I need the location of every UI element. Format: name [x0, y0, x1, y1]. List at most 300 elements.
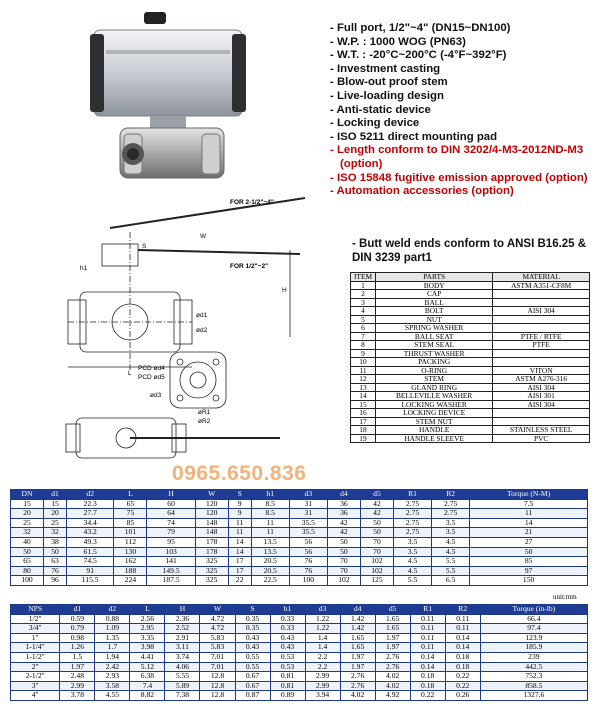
feature-item: - W.T. : -20°C~200°C (-4°F~392°F) [330, 49, 507, 62]
parts-table [350, 272, 590, 443]
dim-cell: 13.5 [251, 547, 289, 557]
parts-row [351, 281, 590, 290]
feature-item: - Anti-static device [330, 103, 431, 116]
dim-cell: 4" [11, 691, 60, 701]
dim-cell: 36 [327, 509, 360, 519]
dim-row [11, 652, 588, 662]
dim-cell: 150 [470, 576, 588, 586]
dim-cell: 1.65 [375, 614, 410, 624]
dim-header: h1 [270, 605, 305, 615]
dim-cell: 5.55 [165, 672, 200, 682]
dim-cell: 1.7 [95, 643, 130, 653]
parts-row [351, 434, 590, 443]
dim-row [11, 672, 588, 682]
dim-cell: 75 [114, 509, 147, 519]
dim-cell: 79 [147, 528, 195, 538]
feature-item: - W.P. : 1000 WOG (PN63) [330, 35, 466, 48]
parts-cell: AISI 301 [493, 392, 590, 401]
dim-cell: 0.14 [410, 652, 445, 662]
feature-item-option: - ISO 15848 fugitive emission approved (option) [330, 171, 588, 184]
dim-cell: 85 [114, 518, 147, 528]
dim-cell: 42 [360, 499, 393, 509]
dim-cell: 178 [195, 537, 228, 547]
dim-cell: 0.18 [445, 652, 480, 662]
dim-cell: 32 [11, 528, 44, 538]
parts-cell: PTFE [493, 341, 590, 350]
dim-cell: 80 [11, 566, 44, 576]
dim-cell: 0.22 [410, 691, 445, 701]
dim-row [11, 643, 588, 653]
parts-cell: VITON [493, 366, 590, 375]
dim-cell: 1.97 [375, 643, 410, 653]
dim-cell: 70 [327, 557, 360, 567]
dim-cell: 3.74 [165, 652, 200, 662]
dim-cell: 4.92 [375, 691, 410, 701]
parts-cell: 18 [351, 426, 376, 435]
dim-row [11, 547, 588, 557]
dim-cell: 4.41 [130, 652, 165, 662]
feature-item: - Live-loading design [330, 89, 444, 102]
dim-cell: 1.97 [60, 662, 95, 672]
butt-weld-note: - Butt weld ends conform to ANSI B16.25 & DIN 3239 part1 [352, 238, 587, 264]
dim-cell: 1.94 [95, 652, 130, 662]
dim-header: d3 [289, 490, 327, 500]
dim-header: d5 [360, 490, 393, 500]
dim-cell: 752.3 [480, 672, 587, 682]
dim-cell: 12.8 [200, 672, 235, 682]
dim-cell: 0.43 [235, 643, 270, 653]
dim-cell: 6.5 [432, 576, 470, 586]
dim-cell: 4.5 [432, 537, 470, 547]
dim-cell: 2.76 [340, 672, 375, 682]
dim-row [11, 624, 588, 634]
dim-cell: 141 [147, 557, 195, 567]
parts-cell: 16 [351, 409, 376, 418]
parts-cell: 12 [351, 375, 376, 384]
dim-cell: 31 [289, 509, 327, 519]
parts-row [351, 307, 590, 316]
dim-cell: 50 [44, 547, 67, 557]
dim-header: NPS [11, 605, 60, 615]
dim-header: Torque (in-lb) [480, 605, 587, 615]
dim-cell: 12.8 [200, 691, 235, 701]
dim-cell: 5.12 [130, 662, 165, 672]
dim-cell: 66.4 [480, 614, 587, 624]
dim-cell: 70 [360, 537, 393, 547]
dim-cell: 0.14 [445, 643, 480, 653]
dim-cell: 4.02 [375, 672, 410, 682]
dim-cell: 15 [11, 499, 44, 509]
dim-cell: 11 [228, 528, 251, 538]
parts-cell [493, 409, 590, 418]
imperial-dimension-table [10, 604, 588, 701]
dim-header: d4 [340, 605, 375, 615]
parts-cell: SPRING WASHER [376, 324, 493, 333]
dim-cell: 91 [66, 566, 114, 576]
dim-cell: 7.01 [200, 652, 235, 662]
parts-cell: GLAND RING [376, 383, 493, 392]
dim-cell: 20.5 [251, 566, 289, 576]
dim-cell: 8.5 [251, 499, 289, 509]
dim-cell: 96 [44, 576, 67, 586]
dim-cell: 97 [470, 566, 588, 576]
dim-cell: 1.26 [60, 643, 95, 653]
dim-cell: 1.4 [305, 643, 340, 653]
parts-cell: AISI 304 [493, 400, 590, 409]
dim-cell: 162 [114, 557, 147, 567]
parts-header: PARTS [376, 273, 493, 282]
dim-cell: 70 [327, 566, 360, 576]
dim-cell: 61.5 [66, 547, 114, 557]
dim-cell: 2.2 [305, 652, 340, 662]
dim-cell: 2.52 [165, 624, 200, 634]
dim-cell: 22.5 [251, 576, 289, 586]
dim-header: H [165, 605, 200, 615]
dim-header: H [147, 490, 195, 500]
dim-cell: 239 [480, 652, 587, 662]
dim-cell: 1.35 [95, 633, 130, 643]
metric-dimension-table [10, 489, 588, 586]
dim-cell: 1.97 [340, 652, 375, 662]
dim-cell: 4.5 [432, 547, 470, 557]
dim-cell: 1.65 [375, 624, 410, 634]
feature-item: - Locking device [330, 117, 420, 130]
dim-cell: 0.89 [270, 691, 305, 701]
dim-cell: 1.42 [340, 614, 375, 624]
parts-cell: 2 [351, 290, 376, 299]
dim-cell: 0.55 [235, 652, 270, 662]
dim-cell: 0.14 [410, 662, 445, 672]
parts-row [351, 290, 590, 299]
label-h1: h1 [80, 265, 88, 272]
dim-cell: 42 [327, 518, 360, 528]
dim-cell: 50 [360, 528, 393, 538]
dim-cell: 2.76 [375, 662, 410, 672]
dim-cell: 21 [470, 528, 588, 538]
dim-cell: 3.5 [432, 528, 470, 538]
dim-header: L [130, 605, 165, 615]
dim-cell: 0.53 [270, 652, 305, 662]
dim-cell: 2.2 [305, 662, 340, 672]
label-w: W [200, 233, 207, 240]
dim-header: h1 [251, 490, 289, 500]
dim-row [11, 557, 588, 567]
feature-item: - Blow-out proof stem [330, 76, 448, 89]
parts-row [351, 426, 590, 435]
parts-cell: PVC [493, 434, 590, 443]
dim-cell: 22 [228, 576, 251, 586]
dim-cell: 36 [327, 499, 360, 509]
dim-cell: 2.76 [340, 681, 375, 691]
dim-cell: 0.98 [60, 633, 95, 643]
dim-cell: 7.5 [470, 499, 588, 509]
dim-cell: 32 [44, 528, 67, 538]
dim-cell: 2.93 [95, 672, 130, 682]
dim-cell: 25 [11, 518, 44, 528]
phone-watermark: 0965.650.836 [172, 462, 307, 485]
dim-cell: 188 [114, 566, 147, 576]
dim-cell: 0.22 [445, 681, 480, 691]
dim-cell: 42 [327, 528, 360, 538]
dim-cell: 148 [195, 528, 228, 538]
parts-cell: 9 [351, 349, 376, 358]
dim-cell: 1.42 [340, 624, 375, 634]
dim-cell: 0.11 [410, 624, 445, 634]
dim-cell: 4.72 [200, 614, 235, 624]
dim-cell: 8.5 [251, 509, 289, 519]
dim-row [11, 537, 588, 547]
dim-cell: 20 [11, 509, 44, 519]
parts-cell: CAP [376, 290, 493, 299]
dim-cell: 1-1/2" [11, 652, 60, 662]
dim-header: d5 [375, 605, 410, 615]
technical-drawing [20, 192, 350, 462]
parts-cell: THRUST WASHER [376, 349, 493, 358]
parts-cell: 15 [351, 400, 376, 409]
dim-cell: 5.83 [200, 643, 235, 653]
dim-header: d1 [44, 490, 67, 500]
dim-cell: 0.11 [445, 624, 480, 634]
feature-item: - ISO 5211 direct mounting pad [330, 130, 498, 143]
parts-cell: LOCKING WASHER [376, 400, 493, 409]
parts-cell: O-RING [376, 366, 493, 375]
parts-cell: NUT [376, 315, 493, 324]
dim-row [11, 576, 588, 586]
dim-cell: 0.11 [410, 633, 445, 643]
dim-cell: 5.89 [165, 681, 200, 691]
dim-header: d2 [66, 490, 114, 500]
parts-cell: PACKING [376, 358, 493, 367]
dim-cell: 3.78 [60, 691, 95, 701]
dim-cell: 224 [114, 576, 147, 586]
parts-cell: PTFE / RTFE [493, 332, 590, 341]
dim-cell: 38 [44, 537, 67, 547]
dim-cell: 0.22 [445, 672, 480, 682]
parts-row [351, 341, 590, 350]
feature-item-option: - Automation accessories (option) [330, 185, 514, 198]
dim-cell: 5.83 [200, 633, 235, 643]
dim-cell: 120 [195, 499, 228, 509]
dim-cell: 76 [289, 557, 327, 567]
dim-cell: 858.5 [480, 681, 587, 691]
dim-cell: 1.97 [340, 662, 375, 672]
dim-cell: 3.35 [130, 633, 165, 643]
dim-cell: 325 [195, 566, 228, 576]
dim-cell: 178 [195, 547, 228, 557]
dim-header: S [235, 605, 270, 615]
dim-cell: 74.5 [66, 557, 114, 567]
valve-actuator-photo [60, 10, 300, 190]
dim-cell: 0.88 [95, 614, 130, 624]
dim-cell: 35.5 [289, 518, 327, 528]
dim-cell: 2.75 [432, 509, 470, 519]
dim-header: R1 [393, 490, 431, 500]
label-d2: ød2 [196, 327, 208, 334]
dim-cell: 4.5 [393, 566, 431, 576]
parts-cell: 1 [351, 281, 376, 290]
parts-cell: STEM NUT [376, 417, 493, 426]
dim-cell: 40 [11, 537, 44, 547]
dim-cell: 27 [470, 537, 588, 547]
dim-cell: 0.35 [235, 624, 270, 634]
feature-item: - Investment casting [330, 62, 441, 75]
dim-cell: 0.18 [445, 662, 480, 672]
parts-cell: HANDLE SLEEVE [376, 434, 493, 443]
dim-cell: 2.76 [375, 652, 410, 662]
dim-cell: 1.22 [305, 624, 340, 634]
dim-cell: 95 [147, 537, 195, 547]
dim-cell: 35.5 [289, 528, 327, 538]
parts-cell: 7 [351, 332, 376, 341]
parts-cell: 14 [351, 392, 376, 401]
dim-cell: 50 [360, 518, 393, 528]
dim-cell: 325 [195, 576, 228, 586]
dim-row [11, 614, 588, 624]
label-for-small: FOR 1/2"~2" [230, 263, 269, 270]
parts-cell: BOLT [376, 307, 493, 316]
dim-cell: 1.65 [340, 643, 375, 653]
dim-cell: 0.81 [270, 681, 305, 691]
dim-cell: 2.75 [393, 518, 431, 528]
dim-header: R2 [445, 605, 480, 615]
dim-cell: 112 [114, 537, 147, 547]
dim-cell: 102 [360, 566, 393, 576]
dim-cell: 187.5 [147, 576, 195, 586]
dim-cell: 103 [147, 547, 195, 557]
label-r1: øR1 [198, 409, 211, 416]
dim-cell: 0.55 [235, 662, 270, 672]
dim-cell: 2" [11, 662, 60, 672]
dim-cell: 102 [360, 557, 393, 567]
parts-row [351, 315, 590, 324]
dim-cell: 2.56 [130, 614, 165, 624]
dim-cell: 50 [11, 547, 44, 557]
dim-cell: 1" [11, 633, 60, 643]
dim-cell: 3.58 [95, 681, 130, 691]
dim-header: d2 [95, 605, 130, 615]
parts-cell: BALL SEAT [376, 332, 493, 341]
dim-cell: 4.5 [393, 557, 431, 567]
dim-cell: 123.9 [480, 633, 587, 643]
parts-cell [493, 349, 590, 358]
dim-cell: 22.3 [66, 499, 114, 509]
dim-header: R1 [410, 605, 445, 615]
parts-cell: 5 [351, 315, 376, 324]
dim-cell: 3.5 [432, 518, 470, 528]
dim-cell: 120 [195, 509, 228, 519]
dim-row [11, 499, 588, 509]
unit-label: unit:mm [553, 593, 577, 601]
dim-cell: 1327.6 [480, 691, 587, 701]
dim-cell: 0.87 [235, 691, 270, 701]
dim-cell: 101 [114, 528, 147, 538]
dim-cell: 5.5 [393, 576, 431, 586]
parts-cell: 4 [351, 307, 376, 316]
dim-cell: 0.59 [60, 614, 95, 624]
parts-cell: HANDLE [376, 426, 493, 435]
parts-cell: 13 [351, 383, 376, 392]
dim-cell: 2.99 [305, 672, 340, 682]
dim-header: S [228, 490, 251, 500]
dim-cell: 74 [147, 518, 195, 528]
dim-cell: 76 [44, 566, 67, 576]
dim-cell: 0.79 [60, 624, 95, 634]
parts-cell: BODY [376, 281, 493, 290]
dim-header: d3 [305, 605, 340, 615]
dim-cell: 13.5 [251, 537, 289, 547]
parts-cell: 17 [351, 417, 376, 426]
parts-cell: BELLEVILLE WASHER [376, 392, 493, 401]
label-s: S [142, 243, 147, 250]
dim-cell: 20.5 [251, 557, 289, 567]
parts-cell: 6 [351, 324, 376, 333]
parts-row [351, 392, 590, 401]
feature-item: - Full port, 1/2"~4" (DN15~DN100) [330, 22, 511, 34]
dim-cell: 43.2 [66, 528, 114, 538]
dim-cell: 11 [251, 528, 289, 538]
dim-cell: 14 [228, 537, 251, 547]
parts-cell [493, 324, 590, 333]
parts-cell: 19 [351, 434, 376, 443]
dim-cell: 2.75 [432, 499, 470, 509]
dim-cell: 0.43 [235, 633, 270, 643]
dim-cell: 65 [11, 557, 44, 567]
dim-cell: 3.94 [305, 691, 340, 701]
dim-cell: 2.48 [60, 672, 95, 682]
dim-cell: 97.4 [480, 624, 587, 634]
dim-cell: 70 [360, 547, 393, 557]
dim-cell: 1-1/4" [11, 643, 60, 653]
dim-header: DN [11, 490, 44, 500]
dim-cell: 1.09 [95, 624, 130, 634]
dim-cell: 0.26 [445, 691, 480, 701]
dim-cell: 27.7 [66, 509, 114, 519]
dim-cell: 125 [360, 576, 393, 586]
dim-cell: 76 [289, 566, 327, 576]
dim-cell: 11 [228, 518, 251, 528]
dim-row [11, 633, 588, 643]
dim-cell: 5.5 [432, 566, 470, 576]
dim-cell: 85 [470, 557, 588, 567]
dim-row [11, 662, 588, 672]
dim-cell: 1/2" [11, 614, 60, 624]
dim-row [11, 681, 588, 691]
dim-cell: 14 [470, 518, 588, 528]
dim-cell: 115.5 [66, 576, 114, 586]
dim-cell: 4.02 [375, 681, 410, 691]
parts-row [351, 358, 590, 367]
label-for-large: FOR 2-1/2"~4" [230, 199, 274, 206]
dim-cell: 0.35 [235, 614, 270, 624]
dim-row [11, 518, 588, 528]
parts-row [351, 332, 590, 341]
dim-cell: 7.4 [130, 681, 165, 691]
dim-cell: 149.5 [147, 566, 195, 576]
dim-row [11, 509, 588, 519]
parts-cell: 11 [351, 366, 376, 375]
dim-cell: 0.67 [235, 672, 270, 682]
dim-cell: 2.91 [165, 633, 200, 643]
dim-cell: 17 [228, 566, 251, 576]
dim-cell: 2.75 [393, 509, 431, 519]
dim-cell: 42 [360, 509, 393, 519]
label-r2: øR2 [198, 418, 211, 425]
dim-cell: 442.5 [480, 662, 587, 672]
dim-cell: 9 [228, 499, 251, 509]
dim-cell: 31 [289, 499, 327, 509]
dim-cell: 2.75 [393, 528, 431, 538]
dim-cell: 5.5 [432, 557, 470, 567]
